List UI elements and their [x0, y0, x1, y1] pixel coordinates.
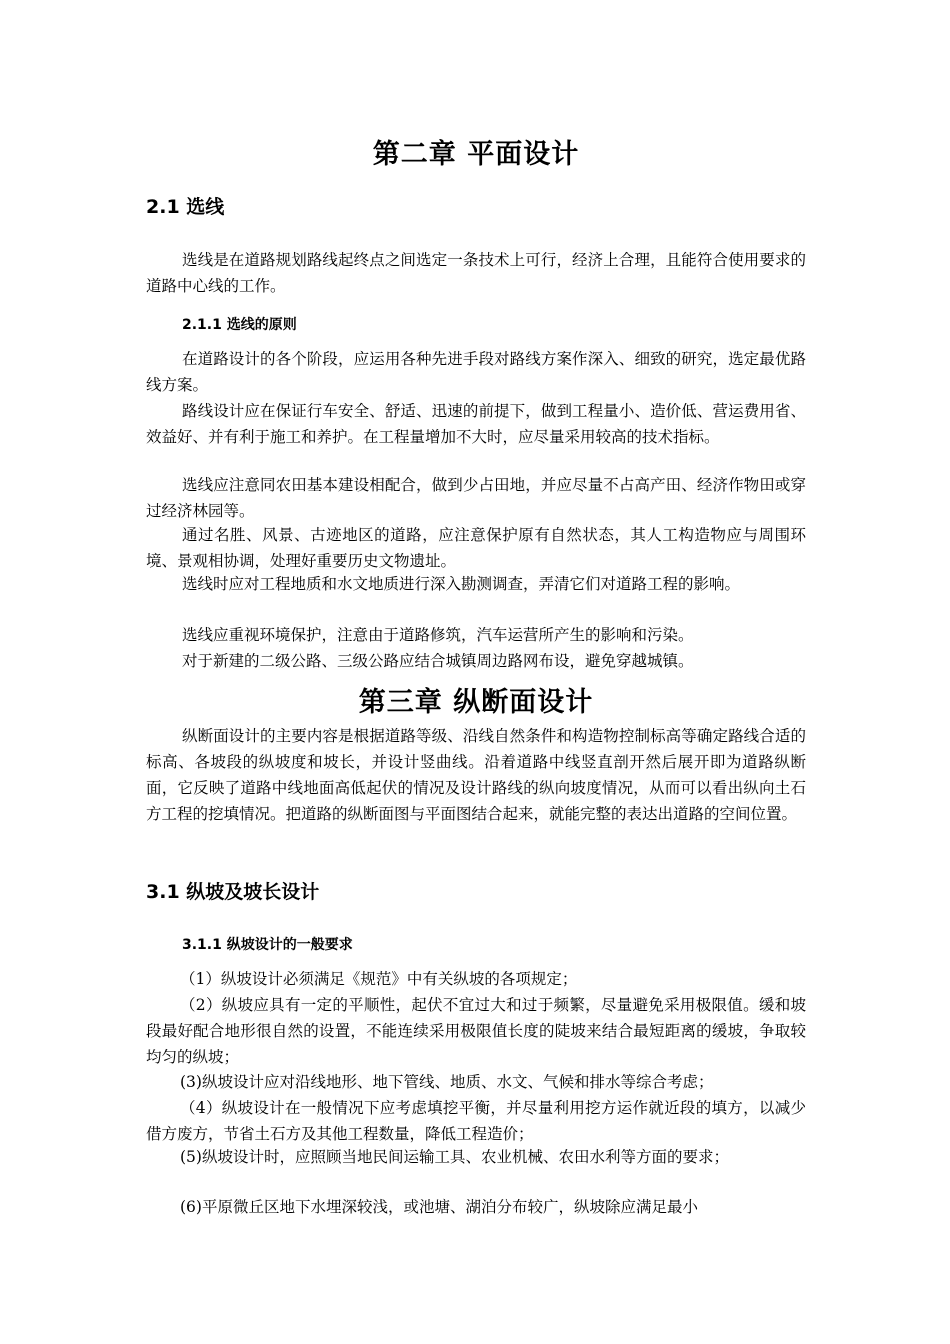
paragraph: 在道路设计的各个阶段，应运用各种先进手段对路线方案作深入、细致的研究，选定最优路线方案。 [146, 350, 806, 394]
requirement-item: (3)纵坡设计应对沿线地形、地下管线、地质、水文、气候和排水等综合考虑； [180, 1073, 714, 1091]
paragraph: 选线应注意同农田基本建设相配合，做到少占田地，并应尽量不占高产田、经济作物田或穿过经济林园等。 [146, 476, 806, 520]
requirement-item: (6)平原微丘区地下水埋深较浅，或池塘、湖泊分布较广，纵坡除应满足最小 [180, 1198, 698, 1216]
section-3-1-heading: 3.1 纵坡及坡长设计 [146, 881, 320, 903]
requirement-item: （2）纵坡应具有一定的平顺性，起伏不宜过大和过于频繁，尽量避免采用极限值。缓和坡段最好配合地形很自然的设置，不能连续采用极限值长度的陡坡来结合最短距离的缓坡，争取较均匀的纵坡； [146, 996, 806, 1066]
requirement-item: （4）纵坡设计在一般情况下应考虑填挖平衡，并尽量利用挖方运作就近段的填方，以减少借方废方，节省土石方及其他工程数量，降低工程造价； [146, 1099, 806, 1143]
chapter-2-intro: 选线是在道路规划路线起终点之间选定一条技术上可行，经济上合理，且能符合使用要求的道路中心线的工作。 [146, 251, 806, 295]
paragraph: 对于新建的二级公路、三级公路应结合城镇周边路网布设，避免穿越城镇。 [182, 652, 694, 670]
subsection-3-1-1-heading: 3.1.1 纵坡设计的一般要求 [182, 937, 353, 953]
paragraph: 通过名胜、风景、古迹地区的道路，应注意保护原有自然状态，其人工构造物应与周围环境、景观相协调，处理好重要历史文物遗址。 [146, 526, 806, 570]
requirement-item: （1）纵坡设计必须满足《规范》中有关纵坡的各项规定； [180, 970, 578, 988]
chapter-2-title: 第二章 平面设计 [372, 139, 580, 170]
requirement-item: (5)纵坡设计时，应照顾当地民间运输工具、农业机械、农田水利等方面的要求； [180, 1148, 729, 1166]
subsection-2-1-1-heading: 2.1.1 选线的原则 [182, 317, 297, 333]
paragraph: 路线设计应在保证行车安全、舒适、迅速的前提下，做到工程量小、造价低、营运费用省、效益好、并有利于施工和养护。在工程量增加不大时，应尽量采用较高的技术指标。 [146, 402, 806, 446]
chapter-3-intro: 纵断面设计的主要内容是根据道路等级、沿线自然条件和构造物控制标高等确定路线合适的标高、各坡段的纵坡度和坡长，并设计竖曲线。沿着道路中线竖直剖开然后展开即为道路纵断面，它反映了道路中线地面高低起伏的情况及设计路线的纵向坡度情况，从而可以看出纵向土石方工程的挖填情况。把道路的纵断面图与平面图结合起来，就能完整的表达出道路的空间位置。 [146, 727, 806, 823]
paragraph: 选线应重视环境保护，注意由于道路修筑，汽车运营所产生的影响和污染。 [182, 626, 694, 644]
chapter-3-title: 第三章 纵断面设计 [358, 687, 594, 718]
section-2-1-heading: 2.1 选线 [146, 196, 225, 218]
paragraph: 选线时应对工程地质和水文地质进行深入勘测调查，弄清它们对道路工程的影响。 [182, 575, 741, 593]
